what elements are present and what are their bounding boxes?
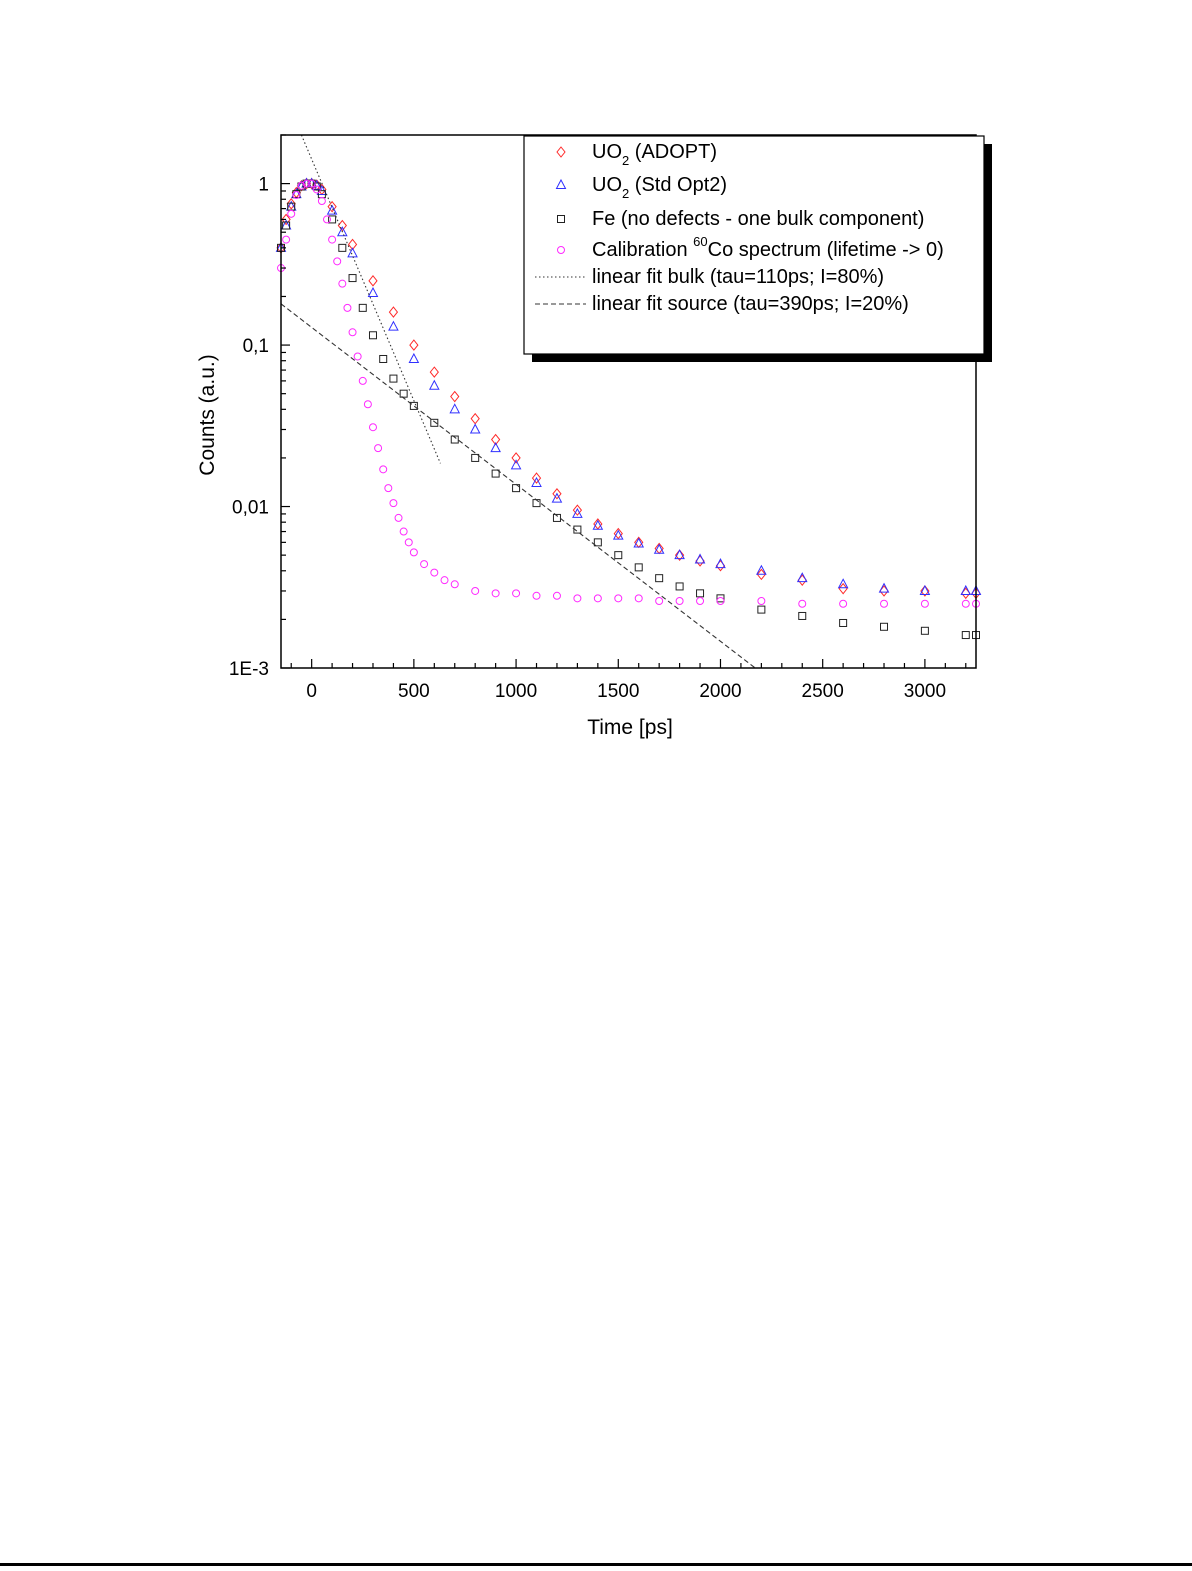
x-tick-label: 1000 bbox=[494, 681, 538, 702]
data-point bbox=[369, 276, 377, 286]
data-point bbox=[400, 390, 407, 397]
data-point bbox=[390, 375, 397, 382]
data-point bbox=[717, 597, 724, 604]
data-point bbox=[512, 453, 520, 463]
data-point bbox=[513, 590, 520, 597]
data-point bbox=[471, 414, 479, 424]
data-point bbox=[881, 623, 888, 630]
data-point bbox=[573, 509, 582, 518]
data-point bbox=[962, 632, 969, 639]
data-point bbox=[349, 275, 356, 282]
data-point bbox=[921, 600, 928, 607]
data-point bbox=[676, 597, 683, 604]
data-point bbox=[405, 539, 412, 546]
data-point bbox=[380, 466, 387, 473]
data-point bbox=[656, 575, 663, 582]
data-point bbox=[697, 597, 704, 604]
legend-item bbox=[558, 234, 944, 261]
legend bbox=[524, 136, 992, 362]
data-point bbox=[409, 354, 418, 363]
data-point bbox=[533, 592, 540, 599]
data-point bbox=[431, 569, 438, 576]
legend-item bbox=[535, 293, 909, 315]
data-point bbox=[574, 595, 581, 602]
y-tick-label: 0,1 bbox=[242, 336, 269, 358]
data-point bbox=[318, 198, 325, 205]
data-point bbox=[410, 549, 417, 556]
data-point bbox=[389, 307, 397, 317]
data-point bbox=[716, 561, 724, 571]
data-point bbox=[962, 588, 970, 598]
data-point bbox=[430, 381, 439, 390]
data-point bbox=[421, 561, 428, 568]
data-point bbox=[635, 564, 642, 571]
data-point bbox=[369, 332, 376, 339]
data-point bbox=[881, 600, 888, 607]
data-point bbox=[400, 528, 407, 535]
data-point bbox=[962, 600, 969, 607]
x-tick-label: 0 bbox=[306, 681, 317, 702]
data-point bbox=[338, 221, 346, 231]
legend-label: $UO_2$ (Std Opt2) bbox=[592, 174, 728, 201]
data-point bbox=[799, 612, 806, 619]
data-point bbox=[339, 280, 346, 287]
data-point bbox=[339, 244, 346, 251]
data-point bbox=[359, 377, 366, 384]
data-point bbox=[390, 500, 397, 507]
data-point bbox=[615, 552, 622, 559]
data-point bbox=[349, 329, 356, 336]
y-axis-title: Counts (a.u.) bbox=[196, 354, 219, 476]
y-tick-label: 1E-3 bbox=[228, 659, 269, 680]
data-point bbox=[385, 485, 392, 492]
data-point bbox=[451, 392, 459, 402]
data-point bbox=[359, 304, 366, 311]
data-point bbox=[430, 367, 438, 377]
legend-label: Fe (no defects - one bulk component) bbox=[592, 208, 925, 230]
data-point bbox=[492, 590, 499, 597]
legend-label: linear fit source (tau=390ps; I=20%) bbox=[592, 293, 909, 315]
data-point bbox=[840, 600, 847, 607]
data-point bbox=[334, 258, 341, 265]
series-4 bbox=[301, 135, 440, 463]
data-point bbox=[283, 236, 290, 243]
data-point bbox=[368, 288, 377, 297]
x-tick-label: 2000 bbox=[699, 681, 742, 702]
data-point bbox=[329, 236, 336, 243]
x-tick-label: 1500 bbox=[597, 681, 640, 702]
data-point bbox=[656, 597, 663, 604]
data-point bbox=[364, 401, 371, 408]
data-point bbox=[389, 322, 398, 331]
data-point bbox=[799, 600, 806, 607]
data-point bbox=[354, 353, 361, 360]
legend-label: $UO_2$ (ADOPT) bbox=[592, 141, 718, 168]
data-point bbox=[880, 586, 888, 596]
y-tick-label: 0,01 bbox=[232, 497, 269, 519]
data-point bbox=[344, 304, 351, 311]
data-point bbox=[410, 340, 418, 350]
data-point bbox=[450, 404, 459, 413]
data-point bbox=[451, 581, 458, 588]
data-point bbox=[758, 606, 765, 613]
legend-item bbox=[558, 208, 925, 230]
data-point bbox=[961, 586, 970, 595]
data-point bbox=[323, 216, 330, 223]
x-tick-label: 500 bbox=[398, 681, 430, 702]
data-point bbox=[395, 514, 402, 521]
data-point bbox=[676, 583, 683, 590]
legend-label: Calibration $^{60}$Co spectrum (lifetime -> 0) bbox=[592, 234, 944, 261]
data-point bbox=[758, 597, 765, 604]
data-point bbox=[696, 556, 704, 566]
x-axis-title: Time [ps] bbox=[587, 716, 673, 739]
data-point bbox=[840, 619, 847, 626]
y-tick-label: 1 bbox=[258, 174, 269, 196]
page-bottom-rule bbox=[0, 1563, 1192, 1566]
data-point bbox=[921, 627, 928, 634]
x-tick-label: 3000 bbox=[903, 681, 947, 702]
data-point bbox=[288, 210, 295, 217]
legend-label: linear fit bulk (tau=110ps; I=80%) bbox=[592, 266, 885, 288]
data-point bbox=[880, 584, 889, 593]
data-point bbox=[472, 587, 479, 594]
data-point bbox=[615, 595, 622, 602]
data-point bbox=[375, 445, 382, 452]
fit-line bbox=[301, 135, 440, 463]
data-point bbox=[798, 575, 806, 585]
data-point bbox=[594, 595, 601, 602]
data-point bbox=[553, 592, 560, 599]
data-point bbox=[471, 424, 480, 433]
data-point bbox=[369, 424, 376, 431]
x-axis bbox=[291, 659, 966, 702]
data-point bbox=[441, 577, 448, 584]
data-point bbox=[380, 355, 387, 362]
data-point bbox=[697, 590, 704, 597]
x-tick-label: 2500 bbox=[801, 681, 844, 702]
data-point bbox=[512, 460, 521, 469]
data-point bbox=[635, 595, 642, 602]
